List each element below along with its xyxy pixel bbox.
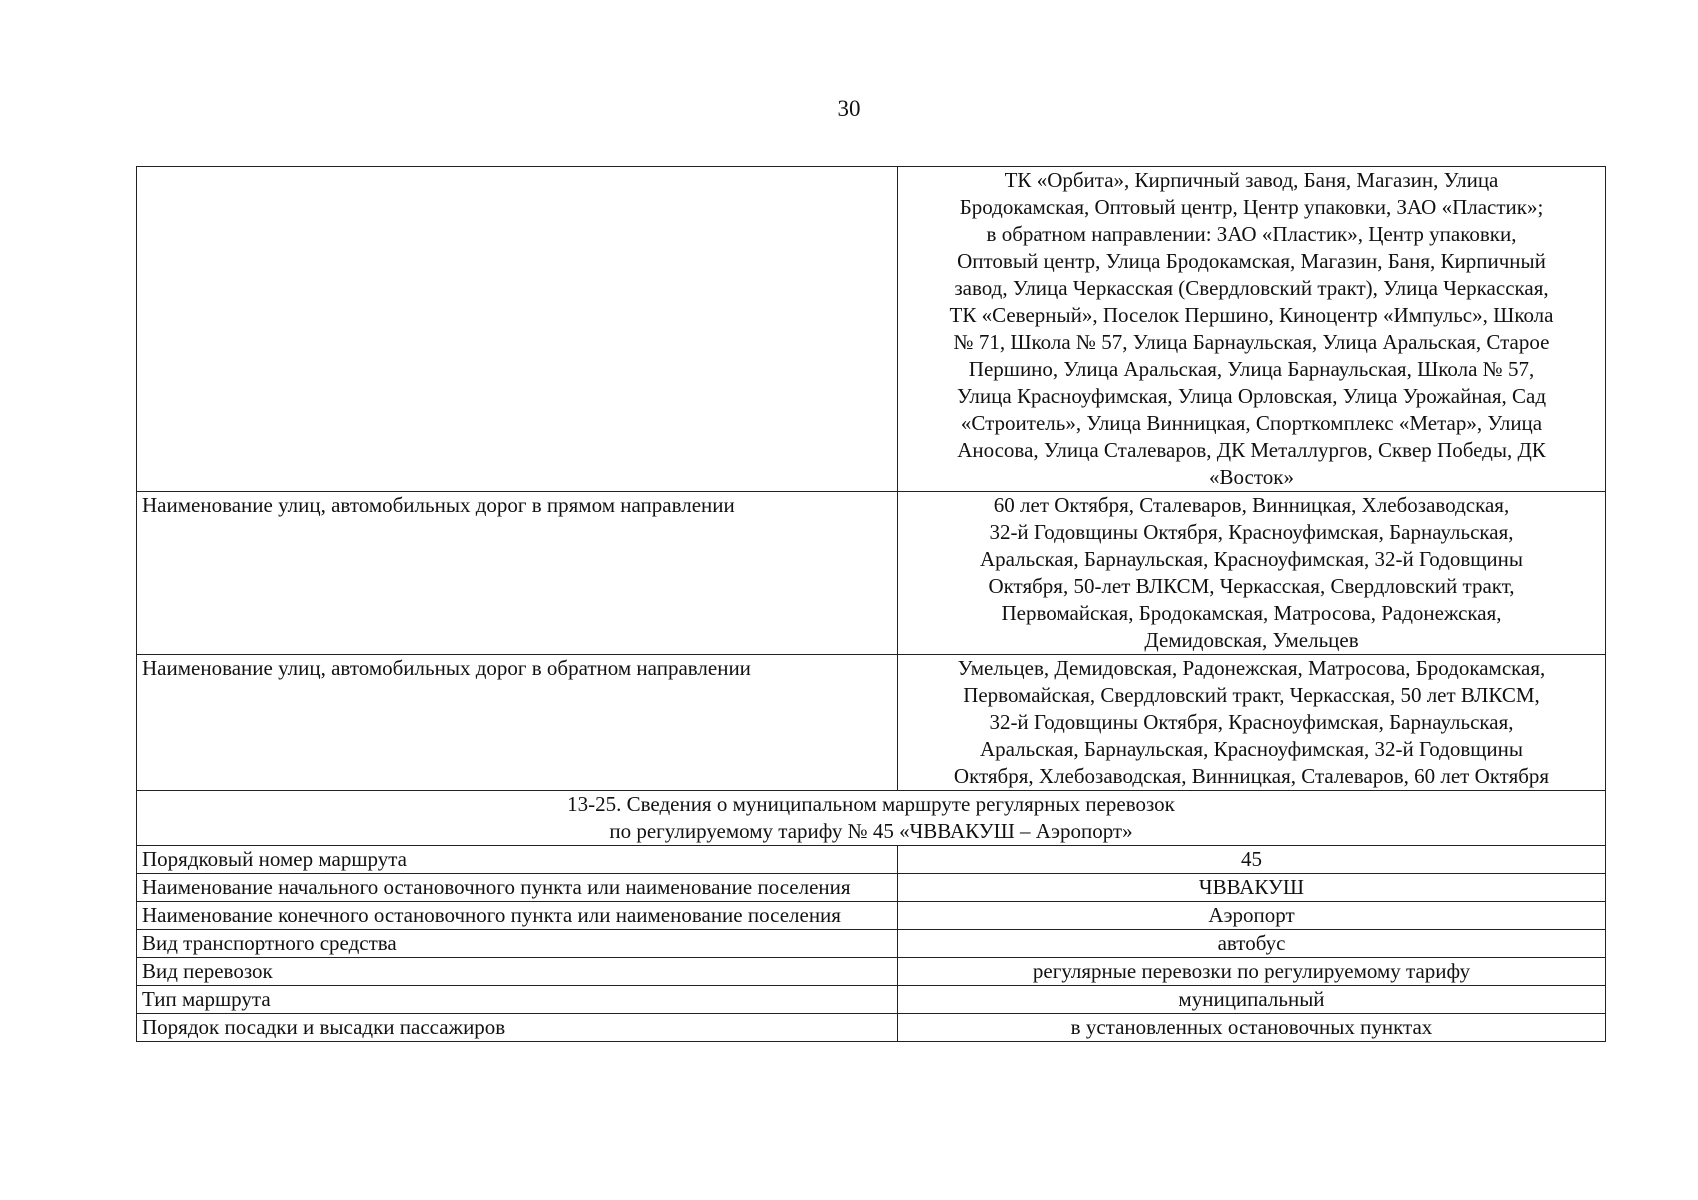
row-label: Вид транспортного средства xyxy=(137,930,898,958)
text-line: Первомайская, Свердловский тракт, Черкасская, 50 лет ВЛКСМ, xyxy=(963,683,1540,707)
text-line: «Восток» xyxy=(1209,465,1294,489)
text-line: в обратном направлении: ЗАО «Пластик», Центр упаковки, xyxy=(986,222,1517,246)
continued-row-label xyxy=(137,167,898,492)
text-line: Октября, Хлебозаводская, Винницкая, Сталеваров, 60 лет Октября xyxy=(953,764,1550,788)
forward-streets-cell xyxy=(898,492,1606,655)
row-value: 45 xyxy=(898,846,1606,874)
text-line: ТК «Орбита», Кирпичный завод, Баня, Магазин, Улица xyxy=(1004,168,1499,192)
table-row-section-heading xyxy=(137,791,1606,846)
table-row-boarding-order xyxy=(137,1014,1606,1042)
forward-streets-label: Наименование улиц, автомобильных дорог в прямом направлении xyxy=(137,492,898,655)
text-line: № 71, Школа № 57, Улица Барнаульская, Улица Аральская, Старое xyxy=(953,330,1550,354)
row-label: Наименование конечного остановочного пункта или наименование поселения xyxy=(137,902,898,930)
row-value: автобус xyxy=(898,930,1606,958)
row-value: Аэропорт xyxy=(898,902,1606,930)
text-line: завод, Улица Черкасская (Свердловский тракт), Улица Черкасская, xyxy=(954,276,1549,300)
text-line: 60 лет Октября, Сталеваров, Винницкая, Хлебозаводская, xyxy=(993,493,1510,517)
table-row-vehicle-type xyxy=(137,930,1606,958)
text-line: Первомайская, Бродокамская, Матросова, Радонежская, xyxy=(1001,601,1502,625)
row-value: в установленных остановочных пунктах xyxy=(898,1014,1606,1042)
text-line: Демидовская, Умельцев xyxy=(1144,628,1359,652)
text-line: Октября, 50-лет ВЛКСМ, Черкасская, Свердловский тракт, xyxy=(988,574,1515,598)
text-line: Бродокамская, Оптовый центр, Центр упаковки, ЗАО «Пластик»; xyxy=(959,195,1544,219)
text-line: Аральская, Барнаульская, Красноуфимская, 32-й Годовщины xyxy=(979,737,1524,761)
text-line: Умельцев, Демидовская, Радонежская, Матросова, Бродокамская, xyxy=(957,656,1546,680)
text-line: 32-й Годовщины Октября, Красноуфимская, Барнаульская, xyxy=(989,710,1514,734)
text-line: Аносова, Улица Сталеваров, ДК Металлургов, Сквер Победы, ДК xyxy=(957,438,1546,462)
table-row-forward-streets xyxy=(137,492,1606,655)
table-row-start-stop xyxy=(137,874,1606,902)
text-line: Аральская, Барнаульская, Красноуфимская, 32-й Годовщины xyxy=(979,547,1524,571)
table-row-transport-kind xyxy=(137,958,1606,986)
text-line: Оптовый центр, Улица Бродокамская, Магазин, Баня, Кирпичный xyxy=(957,249,1546,273)
route-info-table xyxy=(136,166,1606,1042)
table-row-reverse-streets xyxy=(137,655,1606,791)
section-heading-line: по регулируемому тарифу № 45 «ЧВВАКУШ – Аэропорт» xyxy=(609,819,1133,843)
row-value: муниципальный xyxy=(898,986,1606,1014)
row-label: Тип маршрута xyxy=(137,986,898,1014)
text-line: Першино, Улица Аральская, Улица Барнаульская, Школа № 57, xyxy=(968,357,1535,381)
text-line: Улица Красноуфимская, Улица Орловская, Улица Урожайная, Сад xyxy=(956,384,1547,408)
table-row-end-stop xyxy=(137,902,1606,930)
table-row-route-type xyxy=(137,986,1606,1014)
row-label: Наименование начального остановочного пункта или наименование поселения xyxy=(137,874,898,902)
continued-stops-cell xyxy=(898,167,1606,492)
row-label: Вид перевозок xyxy=(137,958,898,986)
row-value: регулярные перевозки по регулируемому тарифу xyxy=(898,958,1606,986)
reverse-streets-cell xyxy=(898,655,1606,791)
row-value: ЧВВАКУШ xyxy=(898,874,1606,902)
row-label: Порядковый номер маршрута xyxy=(137,846,898,874)
table-row-continued-stops xyxy=(137,167,1606,492)
text-line: ТК «Северный», Поселок Першино, Киноцентр «Импульс», Школа xyxy=(949,303,1554,327)
text-line: 32-й Годовщины Октября, Красноуфимская, Барнаульская, xyxy=(989,520,1514,544)
text-line: «Строитель», Улица Винницкая, Спорткомплекс «Метар», Улица xyxy=(960,411,1543,435)
table-row-route-number xyxy=(137,846,1606,874)
section-heading xyxy=(137,791,1606,846)
row-label: Порядок посадки и высадки пассажиров xyxy=(137,1014,898,1042)
reverse-streets-label: Наименование улиц, автомобильных дорог в обратном направлении xyxy=(137,655,898,791)
section-heading-line: 13-25. Сведения о муниципальном маршруте регулярных перевозок xyxy=(567,792,1175,816)
page-number: 30 xyxy=(837,96,861,121)
